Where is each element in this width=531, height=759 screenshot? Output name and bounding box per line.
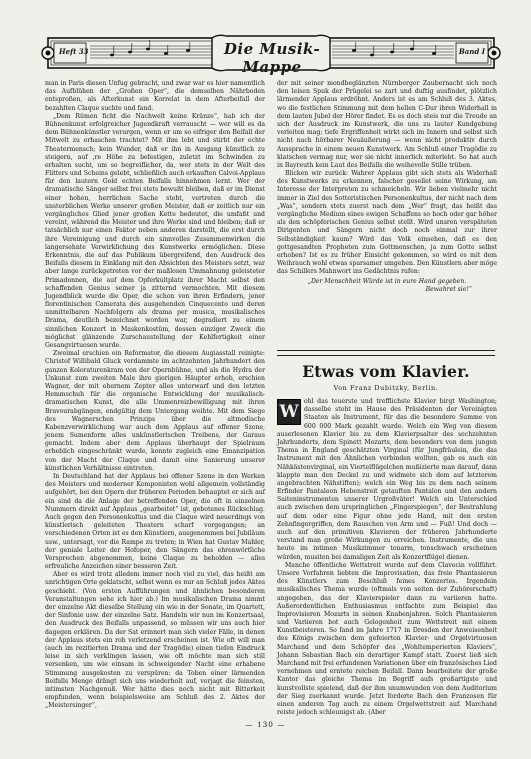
left-paragraph: In Deutschland hat der Applaus bei offener Szene in den Werken des Meisters und moderner Komponisten wohl allgemein vollständig aufgehört, bei den Opern der früheren Perioden behauptet er sich auf ein sind da die Anlage der betreffenden Oper, die oft in einzelnen Nummern direkt auf Applaus „gearbeitet“ ist, gebotenes Rückschlag. Auch gegen den Personenkultus und die Claque wird neuerdings von künstlerisch geleiteten Theatern scharf vorgegangen; an verschiedenen Orten ist es den Künstlern, ausgenommen bei Jubiläum usw., untersagt, vor die Rampe zu treten; in Wien hat Gustav Mahler, der geniale Leiter der Hofoper, den Sängern das ehrenwörtliche Versprechen abgenommen, keine Claque zu beholden — alles erfreuliche Anzeichen einer besseren Zeit.	[45, 473, 265, 571]
right-paragraph: der mit seiner mondbeglänzten Nürnberger Zaubernacht sich noch den leisen Spuk der Prügelei so zart und duftig ausfindet, plötzlich lärmender Applaus erdröhnt. Anders ist es am Schluß des 3. Aktes, wo die festlichen Stimmung mit dem hellen C-Dur ihren Widerhall in dem lauten Jubel der Hörer findet. Es es doch steis nur die Treude an sich der Ausdruck im Kunstwerk, die uns zu lauter Kundgebung verleiten mag; tiefe Ergriffenheit wirkt sich im Innern und selbst sich nicht nach hörbarer Neuäußerung — wenn nicht produktiv durch Aussprache in einem neuen Kunstwerk. Am Schluß einer Tragödie zu klatschen vermag nur, wer sie nicht innerlich miterlebt. So hat auch in Bayreuth kein Laut des Beifalls die weihevolle Stille trüben.	[277, 80, 497, 169]
right-column	[277, 80, 497, 346]
left-column	[45, 80, 265, 710]
right-paragraph: Blicken wir zurück: Wahrer Applaus gibt sich stets als Widerhall des Kunstwerks zu erkennen, falscher gesellet seine Wirkung, am Interesse der Interpreten zu schmeicheln. Wir lieben vielmehr nicht immer in Ziel des Sotteristischen Personenkultus, der nicht nach dem „Was“, sondern stets zuerst nach dem „Wer“ fragt, das heißt das vergängliche Medium eines ewigen Schaffens so hoch oder gar höher als den schöpferischen Genius selbst stellt. Wird unsren verspäteten Dirigenten und Sängern nicht doch noch einmal zur ihrer Selbständigkeit kaum? Wird das Volk einsehen, daß es den gottgesandten Propheten zum Gottmenschen, ja zum Gotte selbst erhoben? Ist es zu früher Einsicht gekommen, so wird es mit dem Weihrauch wohl etwas sparsamer umgehen. Den Künstlern aber möge das Schillers Mahnwort ins Gedächtnis rufen:	[277, 170, 497, 276]
article-title: Etwas vom Klavier.	[302, 362, 470, 381]
left-paragraph: Aber es wird trotz alledem immer noch viel zu viel, das heißt am unrichtigen Orte geklatscht, selbst wenn es nur an Schluß jedes Aktes geschieht. (Von ersten Aufführungen und ähnlichen besonderen Veranstaltungen sehe ich hier ab.) Im musikalischen Drama nimmt der einzelne Akt dieselbe Stellung ein wie in der Sonate, im Quartett, der Sinfonie usw. der einzelne Satz. Handeln wir nun im Konzertsaal, den Ausdruck des Beifalls unpassend, so müssen wir uns auch hier dagegen erklären. Da der Sat erinnert man sich vieler Fälle, in denen der Applaus stets ein roh verletzend erscheinen ist. Wie oft will man (auch im rezitierten Drama und der Tragödie) einen tiefen Eindruck leise in sich verklingen lassen, wie oft möchte man sich still versenken, um wie einsam in schweigender Nacht eine erhabene Stimmung ausgekosten zu verspüren: da Toben einer lärmenden Beifalls Menge drängt sich uns wiederholt auf, verjagt die feinsten, intimsten Nachgenuß. Wer hätte dies noch nicht mit Bitterkeit empfunden, wenn beispielsweise am Schluß des 2. Aktes der „Meistersinger“,	[45, 571, 265, 710]
page-number: — 130 —	[245, 720, 286, 729]
magazine-title: Die Musik-Mappe	[223, 40, 321, 76]
left-paragraph: man in Paris diesen Unfug gebracht, und zwar war es hier namentlich das Aufblühen der „Großen Oper“, die demselben Nährboden entsproßen, als Afterkunst ein Korrelat in dem Afterbeifall der bezahlten Claque suchte und fand.	[45, 80, 265, 112]
left-paragraph: „Dem Rümen ficht die Nachwelt keine Kränze“, hab ich der Bühnenkunst erfolgreicher Jugendkraft verrauscht — wer will es da dem Bühnenkünstler verargen, wenn er um so eifriger den Beifall der Mitwelt zu erhaschen trachtet? Mit ihm lebt und stirbt der echte Theatermensch; kein Wunder, daß er ihn in Ausgang künstlich zu steigern, auf ‚re Höhe zu befestigen, zuletzt im Schwinden zu erhalten sucht, um so begreiflicher, da, wer stets in der Welt des Flitters und Scheins gelebt, schließlich auch erkauften Calvoi-Applaus für den lautern Gold echten Beifalls hinnehmen lernt. Wer der dramatische Sänger selbst frei stets bewußt bleiben, daß er im Dienst einer hohen, herrlichen Sache steht, vertreten durch die unsterblichen Werke unserer großen Meister, daß er zeitlich nur ein vergängliches Glied jener großen Kette bedeutet, die umfaßt und vereint, während die Meister und ihre Werke sind und bleiben; daß er tatsächlich nur einen Faktor neben anderen darstellt, die erst durch ihre Vereinigung und durch ein sinnvolles Zusammenwirken die langersehnte Verwirklichung des Kunstwerks ermöglichen. Diese Erkenntnis, die auf das Publikum übergreifend, den Ausdruck des Beifalls diesem in Einklang mit den Absichten des Meisters setzt, war aber lange zurückgetreten vor der maßlosen Ummahnung geleisteter Primadonnen, die auf dem Opferkultplatz ihrer Macht selbst den schaffenden Genius seiner ja zitternd vermochten. Mit diesem Jugendblick wurde die Oper, die schon von ihren Erfindern, jener florentinischen Camerata des ausgehenden Cinquecento und deren unmittelbaren Nachfolgern als drama per musica, musikalisches Drama, deutlich bezeichnet worden war, degradiert zu einem sinnlichen Konzert in Maskenkostüm, dessen einziger Zweck die möglichst glänzende Zurschaustellung der Kehlfertigkeit einer Gesangvirtuosen wurde.	[45, 112, 265, 349]
left-paragraph: Zweimal erschien ein Reformator, die diesem Augiasstall reinigte: Christof Willibald Gluck verdammte im achtzehnten Jahrhundert den ganzen Koloraturenkram von der Opernbühne, und als die Hydra der Unkunst zum zweiten Male ihre gierigen Häupter erhob, erschien Wagner, der mit ehernem Zepter alles unterwarf und den letzten Hemmschuh für die organische Entwicklung der musikalisch-dramatischen Kunst, die alle Ummenreizbewilligung mit ihren Bravourabgängen, endgültig dem Untergang weihte. Mit dem Siege des Wagnerschen Prinzips über die altmodische Kabenzverwirklichung war auch dem Applaus auf offener Szene, jenem Sumenform alles unkünstlerischen Treibens, der Garaus gemacht. Indem aber dem Applaus überhaupt der Spielraum erheblich eingeschränkt wurde, konnte zugleich eine Emanzipation von der Macht der Claque und damit eine Sanierung unserer künstlichen Verhältnisse eintreten.	[45, 350, 265, 472]
page-header-banner	[42, 34, 500, 76]
schiller-quote: „Der Menschheit Würde ist in eure Hand gegeben.	[307, 277, 467, 285]
article-body	[277, 398, 497, 717]
schiller-quote-end: Bewahret sie!“	[425, 285, 472, 293]
issue-number: Heft 33	[59, 47, 89, 56]
article-byline: Von Franz Dubitzky, Berlin.	[333, 384, 439, 392]
article-paragraph: Manche öffentliche Wettstreit wurde auf dem Clavecin vollführt. Unsere Vorfahren liebten die Improvisation, das freie Phantasieren des Künstlers zum Beschluß feines Konzertes. Irgendein musikalisches Thema wurde (oftmals von seiten der Zuhörerschaft) angegeben, das der Klavierspieler dann zu variieren hatte. Außerordentlichen Enthusiasmus entfachte zum Beispiel das Improvisieren Mozarts in seinen Knabenjahren. Solch Phantasieren und Variieren bot auch Gelegenheit zum Wettstreit mit einem Kunstbeisteren. So fand im Jahre 1717 in Dresden der Anweisenheit des Königs zwischen dem gefeierten Klavier- und Orgelvirtuosen Marchand und dem Schöpfer des „Wohltemperierten Klaviers“, Johann Sebastian Bach ein derartiger Kampf statt. Zuerst ließ sich Marchand mit frei erfundenen Variationen über ein französisches Lied vernehmen und erntete reichen Beifall. Dann bearbeitete der große Kantor das gleiche Thema im Begriff aufs großartigste und kunstvollste spielend, daß der ihm unumwunden von dem Auditorium der Sieg zuerkannt wurde. Jetzt forderte Bach den Franzosen für einen anderen Tag auch zu einem Orgelwettstreit auf. Marchand reiste jedoch schleunigst ab. (Aber	[277, 561, 497, 717]
drop-cap-initial: W	[277, 399, 301, 425]
section-divider	[277, 350, 495, 356]
volume-number: Band I	[458, 47, 485, 56]
article-paragraph: ohl das teuerste und trefflichste Klavier birgt Washington; dasselbe steht im Hause des Präsidenten der Vereinigten Staaten als Instrument, für das die besondere Summe von 600 000 Mark gezahlt wurde. Welch ein Weg von diesem auserlesenen Klavier bis zu dem Klavierpsalter des sechzehnten Jahrhunderts, dem Spinett Mozarts, dem besonders von dem jungen Thema in England geschätzten Virginal (für Jungfräulein, die das Instrument mit den Ähnlichen verbinden wollten, gab es auch ein Nähkästenvirginal, ein Viertelflügelchen mußizierte man darauf, dann klappte man den Deckel zu und widmete sich dem auf letzterem angebrachten Nähstiften); welch ein Weg bis zu dem nach seinem Erfinder Pantaleon Hebenstreit getauften Pantalon und den andern Saiteninstrumenten unserer Urgroßväter! Welch ein Unterschied auch zwischen dem urspringlichen „Fingerspiegen“, der Bestrahlung auf dem oder eine Figur ohne jede Hand, mit den ersten Zehnfingergriffen, dem Rauschen von Arm und — Fuß! Und doch — auch auf den primitiven Klavieren der früheren Jahrhunderte verstand man große Wirkungen zu erreichen. Instrumente, die uns heute im intimen Musikzimmer tonarm, tonschwach erscheinen würden, musiten bei damaligen Zeit als Konzertflügel dienen.	[277, 398, 497, 561]
